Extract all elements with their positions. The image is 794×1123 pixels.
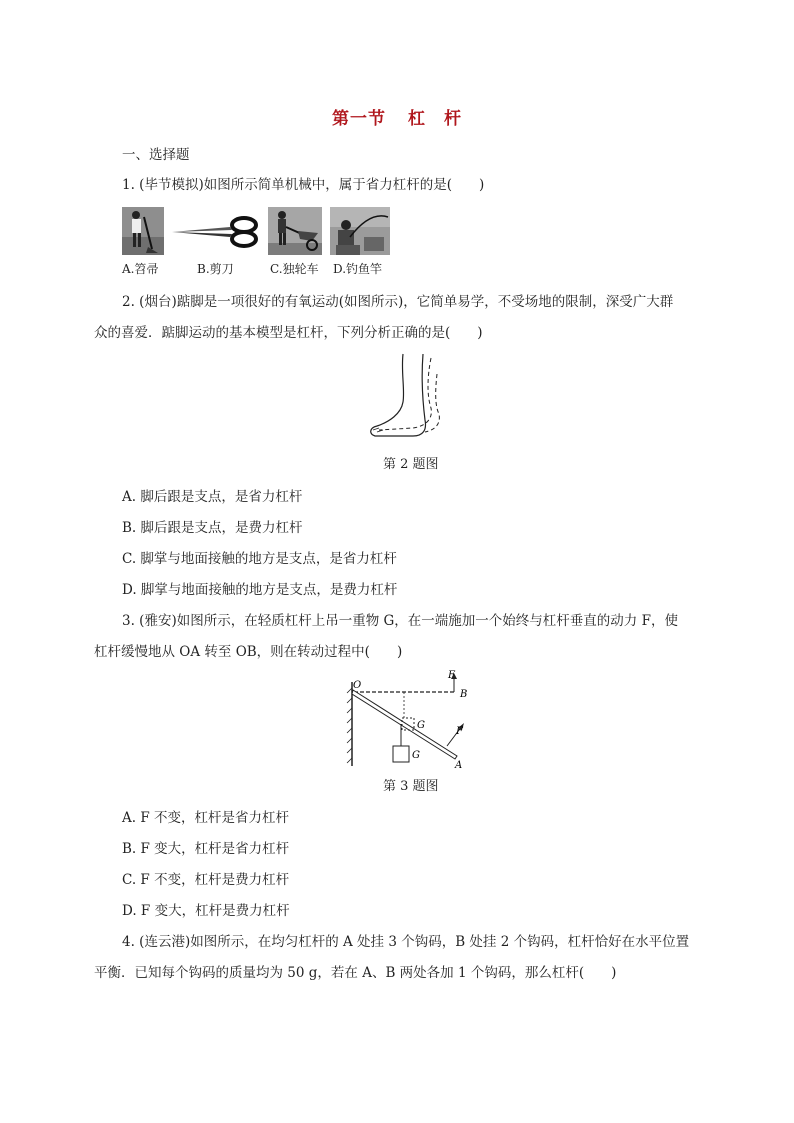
broom-photo — [122, 207, 164, 255]
q3-option-c: C. F 不变，杠杆是费力杠杆 — [122, 872, 290, 888]
q2-figure-caption: 第 2 题图 — [383, 457, 439, 472]
q2-option-a: A. 脚后跟是支点，是省力杠杆 — [122, 489, 303, 505]
tiptoe-foot-figure — [365, 352, 455, 442]
wheelbarrow-photo — [268, 207, 322, 255]
lever-figure — [344, 668, 474, 768]
label-g-dashed: G — [417, 720, 425, 731]
label-f-side: F — [456, 726, 463, 737]
page-title — [0, 104, 794, 129]
q3-option-b: B. F 变大，杠杆是省力杠杆 — [122, 841, 290, 857]
q2-option-d: D. 脚掌与地面接触的地方是支点，是费力杠杆 — [122, 582, 398, 598]
question-2-line1: 2. (烟台)踮脚是一项很好的有氧运动(如图所示)，它简单易学，不受场地的限制，深受广大群 — [122, 294, 674, 310]
label-b: B — [460, 689, 468, 700]
q1-option-d: D.钓鱼竿 — [333, 262, 383, 276]
label-a: A — [455, 760, 463, 768]
question-3-line2: 杠杆缓慢地从 OA 转至 OB，则在转动过程中( ) — [94, 644, 403, 660]
q1-option-a: A.笤帚 — [122, 262, 159, 276]
q1-option-c: C.独轮车 — [270, 262, 319, 276]
title-part2: 杠 杆 — [408, 109, 462, 129]
question-3-line1: 3. (雅安)如图所示，在轻质杠杆上吊一重物 G，在一端施加一个始终与杠杆垂直的动力 F，使 — [122, 613, 678, 629]
question-4-line2: 平衡．已知每个钩码的质量均为 50 g，若在 A、B 两处各加 1 个钩码，那么杠杆( ) — [94, 965, 617, 981]
question-2-line2: 众的喜爱．踮脚运动的基本模型是杠杆，下列分析正确的是( ) — [94, 325, 483, 341]
q3-option-d: D. F 变大，杠杆是费力杠杆 — [122, 903, 290, 919]
label-g-box: G — [412, 750, 420, 761]
title-part1: 第一节 — [332, 109, 386, 129]
question-1-text: 1. (毕节模拟)如图所示简单机械中，属于省力杠杆的是( ) — [122, 177, 485, 193]
q2-option-c: C. 脚掌与地面接触的地方是支点，是省力杠杆 — [122, 551, 397, 567]
q3-figure-caption: 第 3 题图 — [383, 779, 439, 794]
section-heading: 一、选择题 — [122, 147, 190, 163]
question-4-line1: 4. (连云港)如图所示，在均匀杠杆的 A 处挂 3 个钩码，B 处挂 2 个钩码，杠杆恰好在水平位置 — [122, 934, 690, 950]
q3-option-a: A. F 不变，杠杆是省力杠杆 — [122, 810, 289, 826]
scissors-photo — [172, 215, 262, 249]
label-f-top: F — [448, 670, 455, 681]
label-o: O — [353, 680, 362, 691]
q1-option-b: B.剪刀 — [197, 262, 234, 276]
fishing-rod-photo — [330, 207, 390, 255]
q2-option-b: B. 脚后跟是支点，是费力杠杆 — [122, 520, 303, 536]
